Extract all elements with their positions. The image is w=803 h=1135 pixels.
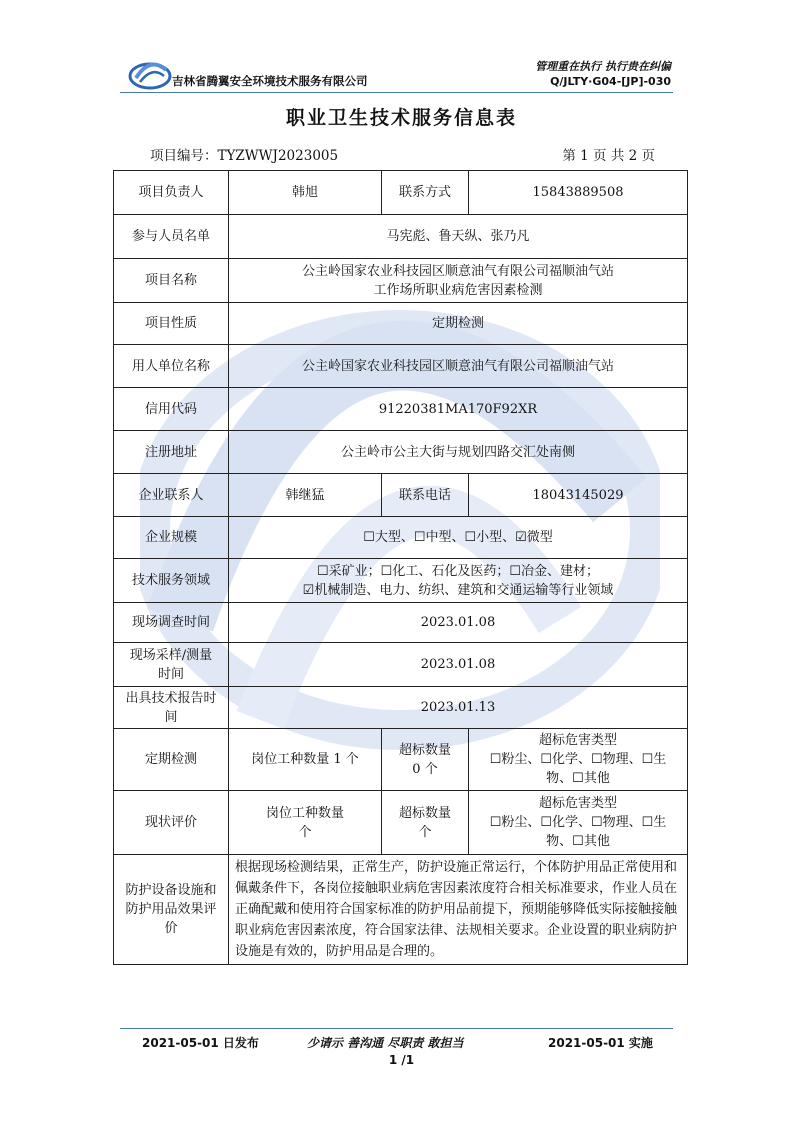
header-divider bbox=[120, 92, 673, 93]
issued-date: 2021-05-01 日发布 bbox=[142, 1036, 259, 1050]
project-number: 项目编号：TYZWWJ2023005 bbox=[150, 148, 339, 164]
credit-code-label: 信用代码 bbox=[114, 388, 229, 431]
service-field-value: ☐采矿业；☐化工、石化及医药；☐冶金、建材； ☑机械制造、电力、纺织、建筑和交通运输等行业领域 bbox=[229, 559, 688, 603]
info-table bbox=[113, 170, 688, 965]
project-name-label: 项目名称 bbox=[114, 259, 229, 303]
members-label: 参与人员名单 bbox=[114, 215, 229, 259]
scale-label: 企业规模 bbox=[114, 517, 229, 559]
status-hazard: 超标危害类型 ☐粉尘、☐化学、☐物理、☐生 物、☐其他 bbox=[469, 791, 688, 855]
footer-slogan: 少请示 善沟通 尽职责 敢担当 bbox=[307, 1036, 464, 1050]
periodic-posts: 岗位工种数量 1 个 bbox=[229, 729, 382, 791]
leader-value: 韩旭 bbox=[229, 171, 382, 215]
page-info: 第 1 页 共 2 页 bbox=[562, 148, 655, 164]
credit-code-value: 91220381MA170F92XR bbox=[229, 388, 688, 431]
protection-eval-label: 防护设备设施和 防护用品效果评 价 bbox=[114, 855, 229, 965]
status-eval-label: 现状评价 bbox=[114, 791, 229, 855]
project-nature-label: 项目性质 bbox=[114, 303, 229, 345]
report-time-value: 2023.01.13 bbox=[229, 687, 688, 729]
address-value: 公主岭市公主大街与规划四路交汇处南侧 bbox=[229, 431, 688, 474]
status-exceed: 超标数量 个 bbox=[382, 791, 469, 855]
enterprise-contact-label: 企业联系人 bbox=[114, 474, 229, 517]
project-nature-value: 定期检测 bbox=[229, 303, 688, 345]
scale-value: ☐大型、☐中型、☐小型、☑微型 bbox=[229, 517, 688, 559]
survey-time-label: 现场调查时间 bbox=[114, 603, 229, 643]
protection-eval-text: 根据现场检测结果，正常生产，防护设施正常运行，个体防护用品正常使用和佩戴条件下，各岗位接触职业病危害因素浓度符合相关标准要求，作业人员在正确配戴和使用符合国家标准的防护用品前提下，预期能够降低实际接触接触职业病危害因素浓度，符合国家法律、法规相关要求。企业设置的职业病防护设施是有效的，防护用品是合理的。 bbox=[229, 855, 688, 965]
periodic-hazard: 超标危害类型 ☐粉尘、☐化学、☐物理、☐生 物、☐其他 bbox=[469, 729, 688, 791]
document-code: Q/JLTY·G04-[JP]-030 bbox=[550, 75, 671, 88]
enterprise-phone-label: 联系电话 bbox=[382, 474, 469, 517]
enterprise-phone-value: 18043145029 bbox=[469, 474, 688, 517]
employer-label: 用人单位名称 bbox=[114, 345, 229, 388]
employer-value: 公主岭国家农业科技园区顺意油气有限公司福顺油气站 bbox=[229, 345, 688, 388]
contact-value: 15843889508 bbox=[469, 171, 688, 215]
report-time-label: 出具技术报告时 间 bbox=[114, 687, 229, 729]
footer-divider bbox=[120, 1028, 673, 1029]
project-name-value: 公主岭国家农业科技园区顺意油气有限公司福顺油气站 工作场所职业病危害因素检测 bbox=[229, 259, 688, 303]
members-value: 马宪彪、鲁天纵、张乃凡 bbox=[229, 215, 688, 259]
status-posts: 岗位工种数量 个 bbox=[229, 791, 382, 855]
sampling-time-value: 2023.01.08 bbox=[229, 643, 688, 687]
sampling-time-label: 现场采样/测量 时间 bbox=[114, 643, 229, 687]
company-name: 吉林省腾翼安全环境技术服务有限公司 bbox=[172, 74, 368, 88]
service-field-label: 技术服务领域 bbox=[114, 559, 229, 603]
company-logo-icon bbox=[128, 56, 172, 90]
address-label: 注册地址 bbox=[114, 431, 229, 474]
periodic-exceed: 超标数量 0 个 bbox=[382, 729, 469, 791]
implemented-date: 2021-05-01 实施 bbox=[548, 1036, 653, 1050]
page-title: 职业卫生技术服务信息表 bbox=[285, 107, 517, 129]
footer-page-number: 1 /1 bbox=[388, 1053, 415, 1067]
contact-label: 联系方式 bbox=[382, 171, 469, 215]
periodic-label: 定期检测 bbox=[114, 729, 229, 791]
leader-label: 项目负责人 bbox=[114, 171, 229, 215]
header-motto: 管理重在执行 执行贵在纠偏 bbox=[535, 60, 671, 73]
enterprise-contact-value: 韩继猛 bbox=[229, 474, 382, 517]
survey-time-value: 2023.01.08 bbox=[229, 603, 688, 643]
